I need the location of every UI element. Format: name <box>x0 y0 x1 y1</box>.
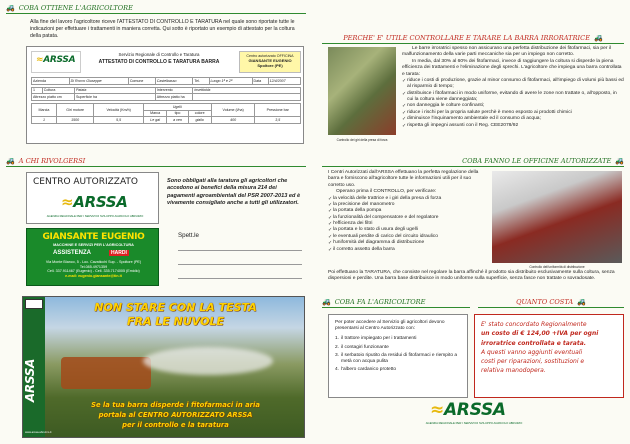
cost-text-3: irroratrice controllata e tarata. <box>481 339 587 347</box>
cost-text-2: un costo di € 124,00 +IVA per ogni <box>481 330 599 338</box>
cert-table <box>31 103 301 124</box>
footer-arssa-logo: ≈ARSSA <box>430 400 506 420</box>
certificate-sample <box>26 46 304 144</box>
cost-text-6: relativa manodopera. <box>481 367 546 375</box>
section-header-coba-fa <box>322 298 470 308</box>
section-title: COBA FANNO LE OFFICINE AUTORIZZATE <box>462 157 612 166</box>
sprayer-icon: 🚜 <box>594 34 603 43</box>
list-item: ✓ non danneggia le colture confinanti; <box>402 103 624 109</box>
banner-body-2: portala al CENTRO AUTORIZZATO ARSSA <box>98 411 253 419</box>
footer-subtitle: AGENZIA REGIONALE PER I SERVIZI DI SVILUPPO AGRICOLO ABRUZZO <box>425 421 523 425</box>
banner-body-1: Se la tua barra disperde i fitofarmaci in aria <box>91 401 260 409</box>
list-item: ✓ il corretto assetto della barra <box>328 247 488 253</box>
cost-text-1: E' stato concordato Regionalmente <box>481 321 587 328</box>
address-line <box>178 250 302 251</box>
list-item: ✓ diminuisce l'inquinamento ambientale ed il consumo di acqua; <box>402 116 624 122</box>
section-title: A CHI RIVOLGERSI <box>18 157 86 166</box>
perche-text: Le barre irroratrici spesso non assicurano una perfetta distribuzione dei fitofarmaci, sia per il malfunzionamento della varie parti meccaniche sia per un impiego non corretto. In media, dal 30% al 60% dei fitofarmaci, invece di raggiungere la coltura si disperde la piena efficienza dei trattamenti e l'eliminazione degli sprechi. L'agricoltore che impiega una barra controllata e tarata: ✓ riduce i costi di produzione, grazie al minor consumo di fitofarmaci, all'impiego di volumi più bassi ed al risparmio di tempo; ✓ distribuisce i fitofarmaci in modo uniforme, evitando di avere le zone non trattate o, all'opposto, in cui la coltura viene danneggiata; ✓ non danneggia le colture confinanti; ✓ riduce i rischi per la propria salute perchè è meno esposto ai prodotti chimici ✓ diminuisce l'inquinamento ambientale ed il consumo di acqua; ✓ rispetta gli impegni assunti con il Reg. CEE2078/92 <box>402 46 624 129</box>
banner-headline-1: NON STARE CON LA TESTA <box>94 301 257 314</box>
list-item: ✓ l'uniformità del diagramma di distribuzione <box>328 240 488 246</box>
table-row: Marca tipo colore <box>32 110 301 117</box>
address-line <box>178 278 302 279</box>
cost-text-5: costi per riparazioni, sostituzioni e <box>481 358 585 366</box>
section-title: COBA OTTIENE L'AGRICOLTORE <box>18 4 133 13</box>
banner-body-3: per il controllo e la taratura <box>122 421 229 429</box>
section-intro: Alla fine del lavoro l'agricoltore riceve l'ATTESTATO DI CONTROLLO E TARATURA nel quale sono riportate tutte le indicazioni per effettuare i trattamenti in maniera corretta. Qui sotto è riportato un esempio di attestato per la coltura della patata. <box>30 19 295 39</box>
list-item: 2. il contagiri funzionante <box>335 344 389 350</box>
website: www.arssa.abruzzo.it <box>25 430 52 434</box>
card-address: Via Monte Bianco, 5 - Loc. Cavaticchi Sup. - Spoltore (PE) <box>45 260 142 264</box>
card-name: GIANSANTE EUGENIO <box>42 232 145 242</box>
business-card <box>26 228 159 286</box>
list-item: 1. il trattore impiegato per i trattamenti <box>335 336 417 342</box>
list-item: ✓ la precisione del manometro <box>328 202 488 208</box>
section-header-a-chi-rivolgersi <box>6 157 306 167</box>
list-item: ✓ riduce i costi di produzione, grazie al minor consumo di fitofarmaci, all'impiego di volumi più bassi ed al risparmio di tempo; <box>402 78 624 91</box>
card-cell: Cell. 337.911467 (Eugenio) - Cell. 335.7174005 (Emidio) <box>47 269 140 274</box>
table-row: Azienda Di Rocco Giuseppe Comune Castelbasso Tel. Luogo 1ª e 2ª Data 12/4/2007 <box>32 78 301 85</box>
spett-label: Spett.le <box>178 232 199 239</box>
side-logo: ARSSA <box>23 358 38 403</box>
table-row: 1 1500 5,5 Le gal a ven giallo 400 3,5 <box>32 117 301 124</box>
cert-table-wrap <box>31 77 301 124</box>
card-tel: Tel.085.4971359 <box>79 264 108 269</box>
list-item: ✓ le eventuali perdite di carico del circuito idraulico <box>328 234 488 240</box>
list-item: ✓ la funzionalità del compensatore e del regolatore <box>328 215 488 221</box>
cert-logo-box: ≈ARSSA <box>31 51 81 73</box>
list-item: ✓ riduce i rischi per la propria salute perchè è meno esposto ai prodotti chimici <box>402 110 624 116</box>
taratura-text: Poi effettuano la TARATURA, che consiste nel regolare la barra affinché il prodotto sia distribuito esclusivamente sulla coltura, senza dispersioni e perdite. Una barra base distribuisce in modo uniforme sulla superficie, senza fasce non trattate o sovradosate. <box>328 270 615 282</box>
cert-table <box>31 87 301 101</box>
section-header-coba-ottiene <box>6 4 306 14</box>
tractor-icon: 🚜 <box>322 298 331 307</box>
hardi-logo: HARDI <box>111 250 127 256</box>
centro-autorizzato-box <box>26 172 159 224</box>
table-row: Attrezzo piatto cm Superficie ha Attrezzo piatto ha <box>32 94 301 101</box>
list-item: ✓ la portata della pompa <box>328 208 488 214</box>
photo-controllo-giri <box>328 47 396 135</box>
table-row: 1 Coltura Patata Intervento insetticida <box>32 87 301 94</box>
requirements-list <box>335 336 461 372</box>
arssa-logo: ≈ARSSA <box>61 193 128 211</box>
card-email: e-mail: eugenio.giansante@tin.it <box>65 273 122 278</box>
photo-caption: Controllo dei giri della presa di forza <box>336 138 388 142</box>
officine-text: I Centri Autorizzati dall'ARSSA effettuano la perfetta regolazione della barra e forniscono all'agricoltore tutte le informazioni utili per il suo corretto uso. Operano prima il CONTROLLO, per verificare: ✓ la velocità delle trattrice e i giri della presa di forza ✓ la precisione del manometro ✓ la portata della pompa ✓ la funzionalità del compensatore e del regolatore ✓ l'efficienza dei filtri ✓ la portata e lo stato di usura degli ugelli ✓ le eventuali perdite di carico del circuito idraulico ✓ l'uniformità del diagramma di distribuzione ✓ il corretto assetto della barra <box>328 170 488 253</box>
tractor-icon: 🚜 <box>615 157 624 166</box>
section-header-perche <box>322 34 624 44</box>
table-row: Marcia Giri motore Velocità (Km/h) Ugelli Volume (l/ha) Pressione bar <box>32 104 301 111</box>
tractor-icon: 🚜 <box>577 298 586 307</box>
cost-text-4: A questi vanno aggiunti eventuali <box>481 348 583 356</box>
photo-caption: Controllo dell'uniformità di distribuzione <box>529 265 585 269</box>
spray-cloud <box>143 347 273 375</box>
banner-headline-2: FRA LE NUVOLE <box>126 315 224 328</box>
list-item: 3. il serbatoio riputito da residui di fitofarmaci e riempito a metà con acqua pulita <box>335 352 457 364</box>
section-title: QUANTO COSTA <box>516 298 574 307</box>
eu-flag-icon <box>25 299 43 309</box>
tractor-icon: 🚜 <box>6 157 15 166</box>
cost-box <box>474 314 624 398</box>
list-item: ✓ la portata e lo stato di usura degli ugelli <box>328 227 488 233</box>
obligation-note: Sono obbligati alla taratura gli agricoltori che accedono ai benefici della misura 214 dei pagamenti agroambientali del PSR 2007-2013 ed è vivamente consigliato anche a tutti gli utilizzatori. <box>167 178 301 207</box>
section-header-coba-fanno <box>322 157 624 167</box>
section-title: PERCHE' E' UTILE CONTROLLARE E TARARE LA BARRA IRRORATRICE <box>343 34 591 43</box>
list-item: ✓ distribuisce i fitofarmaci in modo uniforme, evitando di avere le zone non trattate o, all'opposto, in cui la coltura viene danneggiata; <box>402 91 624 104</box>
cert-office-stamp: Centro autorizzato OFFICINA GIANSANTE EUGENIO Spoltore (PE) <box>239 51 301 73</box>
card-tagline: MACCHINE E SERVIZI PER L'AGRICOLTURA <box>53 243 134 247</box>
back-cover-banner <box>22 296 305 438</box>
logo-subtitle: AGENZIA REGIONALE PER I SERVIZI DI SVILUPPO AGRICOLO ABRUZZO <box>46 214 144 218</box>
tractor-image <box>61 357 151 389</box>
cert-header: Servizio Regionale di Controllo e Taratura ATTESTATO DI CONTROLLO E TARATURA BARRA <box>98 52 220 65</box>
list-item: ✓ la velocità delle trattrice e i giri della presa di forza <box>328 196 488 202</box>
list-item: 4. l'albero cardanico protetto <box>335 366 397 372</box>
list-item: ✓ rispetta gli impegni assunti con il Reg. CEE2078/92 <box>402 123 624 129</box>
tractor-icon: 🚜 <box>6 4 15 13</box>
section-header-quanto-costa <box>478 298 624 308</box>
section-title: COBA FA L'AGRICOLTORE <box>334 298 426 307</box>
centro-title: CENTRO AUTORIZZATO <box>33 177 139 187</box>
address-line <box>178 264 302 265</box>
benefits-list <box>402 78 624 129</box>
arssa-logo: ARSSA <box>43 55 76 65</box>
card-assistenza: ASSISTENZA <box>53 250 92 256</box>
photo-uniformita <box>492 171 622 263</box>
checks-list <box>328 196 488 253</box>
agricoltore-box: Per poter accedere al Servizio gli agricoltori devono presentarsi al Centro Autorizzato con: 1. il trattore impiegato per i trattamenti 2. il contagiri funzionante 3. il serbatoio riputito da residui di fitofarmaci e riempito a metà con acqua pulita 4. l'albero cardanico protetto <box>328 314 468 398</box>
cert-table <box>31 77 301 85</box>
list-item: ✓ l'efficienza dei filtri <box>328 221 488 227</box>
